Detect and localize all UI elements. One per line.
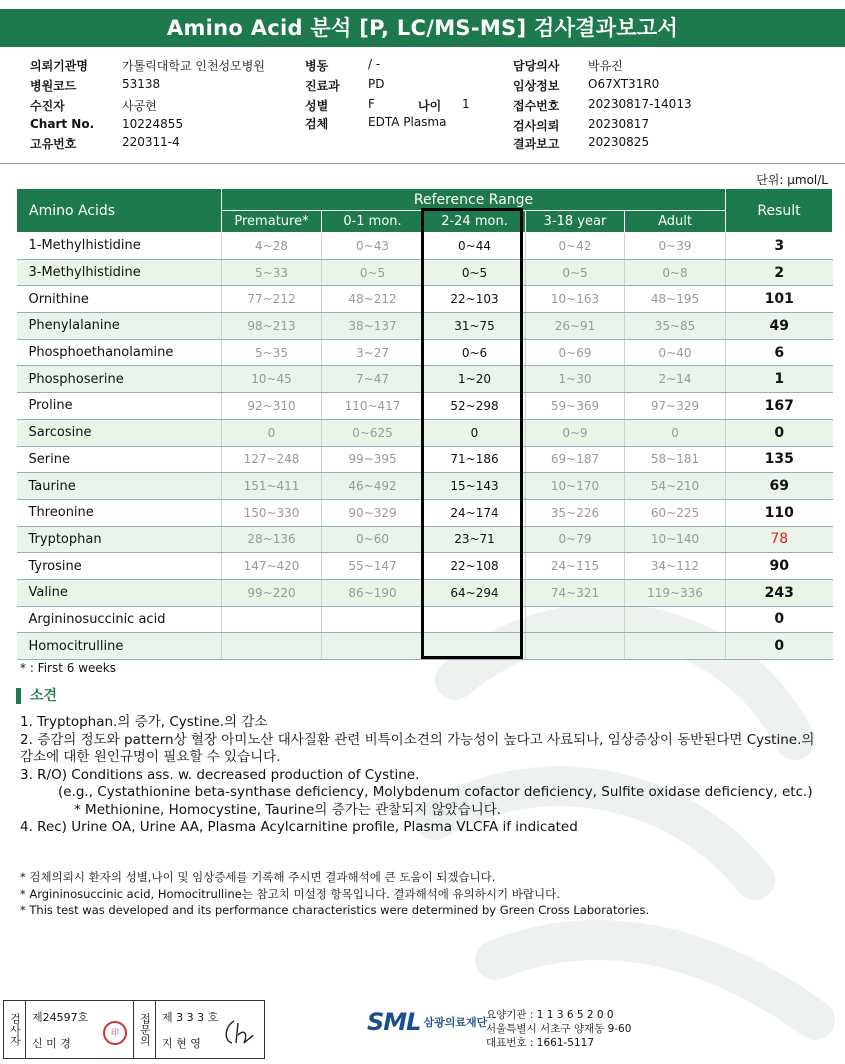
reference-range-cell: 127~248 — [222, 446, 322, 473]
patient-info — [0, 55, 845, 165]
reference-range-cell: 150~330 — [222, 499, 322, 526]
amino-acid-name: 3-Methylhistidine — [17, 259, 222, 286]
signer-name: 지 현 영 — [162, 1037, 201, 1050]
amino-acid-name: Argininosuccinic acid — [17, 606, 222, 633]
signature-icon — [220, 1017, 254, 1047]
reference-range-cell: 77~212 — [222, 286, 322, 313]
reference-range-cell: 10~140 — [625, 526, 726, 553]
address-line: 요양기관 : 1 1 3 6 5 2 0 0 — [486, 1009, 614, 1021]
reference-range-cell: 58~181 — [625, 446, 726, 473]
result-value: 0 — [726, 633, 833, 660]
reference-range-cell: 0 — [424, 419, 526, 446]
note-line: * This test was developed and its performance characteristics were determined by Green Cross Laboratories. — [20, 903, 650, 917]
info-value: 10224855 — [122, 117, 184, 131]
table-row — [17, 499, 833, 526]
table-row — [17, 473, 833, 500]
reference-range-cell: 46~492 — [322, 473, 424, 500]
reference-range-cell: 5~33 — [222, 259, 322, 286]
info-label: 수진자 — [30, 99, 65, 113]
result-value: 90 — [726, 553, 833, 580]
reference-range-cell — [322, 633, 424, 660]
result-value: 2 — [726, 259, 833, 286]
header-0-1-mon: 0-1 mon. — [322, 211, 424, 233]
reference-range-cell — [424, 606, 526, 633]
reference-range-cell: 31~75 — [424, 313, 526, 340]
reference-range-cell: 24~115 — [526, 553, 625, 580]
comment-line: (e.g., Cystathionine beta-synthase deficiency, Molybdenum cofactor deficiency, Sulfite oxidase deficiency, etc.) — [58, 784, 813, 800]
reference-range-cell: 5~35 — [222, 339, 322, 366]
reference-range-cell — [424, 633, 526, 660]
info-label: 진료과 — [305, 79, 340, 93]
info-value: F — [368, 97, 375, 111]
amino-acid-name: Phosphoethanolamine — [17, 339, 222, 366]
info-value: EDTA Plasma — [368, 115, 447, 129]
signature-box — [3, 1000, 265, 1059]
info-label: 나이 — [418, 99, 442, 113]
reference-range-cell: 28~136 — [222, 526, 322, 553]
address-line: 서울특별시 서초구 양재동 9-60 — [486, 1023, 632, 1035]
result-value: 6 — [726, 339, 833, 366]
table-row — [17, 633, 833, 660]
header-amino-acids: Amino Acids — [17, 189, 222, 233]
signer-label: 검사자 — [4, 1001, 26, 1058]
reference-range-cell: 0~43 — [322, 233, 424, 260]
comment-line: 감소에 대한 원인규명이 필요할 수 있습니다. — [20, 749, 281, 765]
reference-range-cell: 26~91 — [526, 313, 625, 340]
info-value: 1 — [462, 97, 470, 111]
comment-line: 3. R/O) Conditions ass. w. decreased production of Cystine. — [20, 766, 420, 783]
info-value: 20230817-14013 — [588, 97, 692, 111]
info-value: 20230825 — [588, 135, 650, 149]
table-footnote: * : First 6 weeks — [20, 661, 116, 675]
reference-range-cell: 4~28 — [222, 233, 322, 260]
result-value: 1 — [726, 366, 833, 393]
info-value: / - — [368, 57, 381, 71]
result-value: 135 — [726, 446, 833, 473]
reference-range-cell: 35~85 — [625, 313, 726, 340]
amino-acid-name: Serine — [17, 446, 222, 473]
result-value: 0 — [726, 606, 833, 633]
reference-range-cell: 0~625 — [322, 419, 424, 446]
amino-acid-name: Sarcosine — [17, 419, 222, 446]
table-row — [17, 339, 833, 366]
info-value: O67XT31R0 — [588, 77, 660, 91]
reference-range-cell: 3~27 — [322, 339, 424, 366]
reference-range-cell: 90~329 — [322, 499, 424, 526]
note-line: * Argininosuccinic acid, Homocitrulline는 참고치 미설정 항목입니다. 결과해석에 유의하시기 바랍니다. — [20, 886, 560, 901]
reference-range-cell: 0~60 — [322, 526, 424, 553]
info-label: 병동 — [305, 59, 329, 73]
note-line: * 검체의뢰시 환자의 성별,나이 및 임상증세를 기록해 주시면 결과해석에 큰 도움이 되겠습니다. — [20, 870, 496, 884]
reference-range-cell: 48~212 — [322, 286, 424, 313]
info-label: 검사의뢰 — [513, 119, 560, 133]
comment-line: 1. Tryptophan.의 증가, Cystine.의 감소 — [20, 714, 268, 730]
header-3-18-year: 3-18 year — [526, 211, 625, 233]
header-adult: Adult — [625, 211, 726, 233]
comment-line: 2. 증감의 정도와 pattern상 혈장 아미노산 대사질환 관련 비특이소견의 가능성이 높다고 사료되나, 임상증상이 동반된다면 Cystine.의 — [20, 731, 815, 748]
table-row — [17, 393, 833, 420]
reference-range-cell: 0~8 — [625, 259, 726, 286]
reference-range-cell: 1~30 — [526, 366, 625, 393]
reference-range-cell: 98~213 — [222, 313, 322, 340]
reference-range-cell: 110~417 — [322, 393, 424, 420]
table-row — [17, 286, 833, 313]
logo-text: SML — [367, 1008, 421, 1036]
reference-range-cell: 10~170 — [526, 473, 625, 500]
reference-range-cell: 0~5 — [424, 259, 526, 286]
reference-range-cell: 99~395 — [322, 446, 424, 473]
reference-range-cell: 0~9 — [526, 419, 625, 446]
reference-range-cell: 0~5 — [322, 259, 424, 286]
header-2-24-mon: 2-24 mon. — [424, 211, 526, 233]
reference-range-cell: 23~71 — [424, 526, 526, 553]
header-result: Result — [726, 189, 833, 233]
result-value: 3 — [726, 233, 833, 260]
info-value: 박유진 — [588, 59, 623, 73]
reference-range-cell — [526, 606, 625, 633]
reference-range-cell: 0~40 — [625, 339, 726, 366]
comment-line: 4. Rec) Urine OA, Urine AA, Plasma Acylcarnitine profile, Plasma VLCFA if indicated — [20, 819, 578, 835]
reference-range-cell: 119~336 — [625, 579, 726, 606]
reference-range-cell: 7~47 — [322, 366, 424, 393]
comment-line: * Methionine, Homocystine, Taurine의 증가는 관찰되지 않았습니다. — [74, 801, 502, 818]
institution-address — [486, 1008, 631, 1050]
reference-range-cell: 0~42 — [526, 233, 625, 260]
result-value: 69 — [726, 473, 833, 500]
info-label: 결과보고 — [513, 137, 560, 151]
reference-range-cell: 0~44 — [424, 233, 526, 260]
info-label: 의뢰기관명 — [30, 59, 88, 73]
reference-range-cell — [625, 633, 726, 660]
reference-range-cell — [526, 633, 625, 660]
table-row — [17, 419, 833, 446]
table-row — [17, 259, 833, 286]
reference-range-cell: 71~186 — [424, 446, 526, 473]
result-value: 167 — [726, 393, 833, 420]
reference-range-cell: 10~163 — [526, 286, 625, 313]
reference-range-cell: 48~195 — [625, 286, 726, 313]
reference-range-cell: 86~190 — [322, 579, 424, 606]
signer-license: 제 3 3 3 호 — [162, 1011, 219, 1024]
signer-cell — [26, 1001, 134, 1058]
info-value: 53138 — [122, 77, 161, 91]
reference-range-cell: 147~420 — [222, 553, 322, 580]
reference-range-cell: 97~329 — [625, 393, 726, 420]
amino-acid-name: Taurine — [17, 473, 222, 500]
amino-acid-name: Proline — [17, 393, 222, 420]
reference-range-cell: 54~210 — [625, 473, 726, 500]
result-value: 49 — [726, 313, 833, 340]
report-notes — [20, 869, 649, 919]
sml-logo — [367, 1008, 487, 1036]
reference-range-cell: 59~369 — [526, 393, 625, 420]
header-premature: Premature* — [222, 211, 322, 233]
signer-license: 제24597호 — [32, 1011, 89, 1024]
reference-range-cell: 0~6 — [424, 339, 526, 366]
reference-range-cell: 151~411 — [222, 473, 322, 500]
address-line: 대표번호 : 1661-5117 — [486, 1037, 595, 1049]
reference-range-cell: 69~187 — [526, 446, 625, 473]
logo-org: 삼광의료재단 — [423, 1016, 488, 1029]
info-value: 가톨릭대학교 인천성모병원 — [122, 59, 265, 73]
unit-label: 단위: μmol/L — [756, 173, 828, 187]
info-label: 고유번호 — [30, 137, 77, 151]
table-row — [17, 553, 833, 580]
result-value: 78 — [726, 526, 833, 553]
reference-range-cell: 38~137 — [322, 313, 424, 340]
amino-acid-name: 1-Methylhistidine — [17, 233, 222, 260]
reference-range-cell: 74~321 — [526, 579, 625, 606]
reference-range-cell — [222, 606, 322, 633]
info-value: 사공현 — [122, 99, 157, 113]
reference-range-cell: 0~79 — [526, 526, 625, 553]
seal-icon: 印 — [103, 1021, 127, 1045]
table-row — [17, 233, 833, 260]
reference-range-cell: 2~14 — [625, 366, 726, 393]
reference-range-cell: 1~20 — [424, 366, 526, 393]
result-value: 0 — [726, 419, 833, 446]
info-label: Chart No. — [30, 117, 95, 131]
reference-range-cell: 0~69 — [526, 339, 625, 366]
reference-range-cell — [322, 606, 424, 633]
amino-acid-name: Homocitrulline — [17, 633, 222, 660]
amino-acid-name: Threonine — [17, 499, 222, 526]
info-label: 병원코드 — [30, 79, 77, 93]
info-label: 검체 — [305, 117, 329, 131]
reference-range-cell: 99~220 — [222, 579, 322, 606]
header-reference-range: Reference Range — [222, 189, 726, 211]
result-value: 101 — [726, 286, 833, 313]
reference-range-cell: 22~103 — [424, 286, 526, 313]
reference-range-cell: 60~225 — [625, 499, 726, 526]
info-label: 담당의사 — [513, 59, 560, 73]
findings-heading: 소견 — [16, 688, 57, 704]
info-label: 성별 — [305, 99, 329, 113]
reference-range-cell: 15~143 — [424, 473, 526, 500]
table-row — [17, 606, 833, 633]
reference-range-cell: 55~147 — [322, 553, 424, 580]
signer-cell — [156, 1001, 264, 1058]
reference-range-cell: 22~108 — [424, 553, 526, 580]
result-value: 110 — [726, 499, 833, 526]
info-value: 220311-4 — [122, 135, 180, 149]
signer-label: 접문의 — [134, 1001, 156, 1058]
table-row — [17, 446, 833, 473]
report-title: Amino Acid 분석 [P, LC/MS-MS] 검사결과보고서 — [0, 9, 845, 47]
amino-acid-name: Tyrosine — [17, 553, 222, 580]
reference-range-cell: 0 — [625, 419, 726, 446]
reference-range-cell: 0~39 — [625, 233, 726, 260]
table-row — [17, 366, 833, 393]
info-value: PD — [368, 77, 385, 91]
reference-range-cell: 10~45 — [222, 366, 322, 393]
reference-range-cell: 92~310 — [222, 393, 322, 420]
reference-range-cell — [625, 606, 726, 633]
findings-text — [20, 714, 830, 837]
divider — [0, 163, 845, 164]
amino-acid-name: Phenylalanine — [17, 313, 222, 340]
table-row — [17, 579, 833, 606]
signer-name: 신 미 경 — [32, 1037, 71, 1050]
amino-acid-table — [16, 188, 833, 660]
reference-range-cell: 52~298 — [424, 393, 526, 420]
reference-range-cell: 24~174 — [424, 499, 526, 526]
reference-range-cell — [222, 633, 322, 660]
reference-range-cell: 35~226 — [526, 499, 625, 526]
reference-range-cell: 0 — [222, 419, 322, 446]
reference-range-cell: 64~294 — [424, 579, 526, 606]
amino-acid-name: Ornithine — [17, 286, 222, 313]
info-value: 20230817 — [588, 117, 650, 131]
amino-acid-name: Phosphoserine — [17, 366, 222, 393]
amino-acid-name: Valine — [17, 579, 222, 606]
info-label: 임상정보 — [513, 79, 560, 93]
info-label: 접수번호 — [513, 99, 560, 113]
amino-acid-name: Tryptophan — [17, 526, 222, 553]
reference-range-cell: 0~5 — [526, 259, 625, 286]
table-row — [17, 526, 833, 553]
reference-range-cell: 34~112 — [625, 553, 726, 580]
result-value: 243 — [726, 579, 833, 606]
table-row — [17, 313, 833, 340]
